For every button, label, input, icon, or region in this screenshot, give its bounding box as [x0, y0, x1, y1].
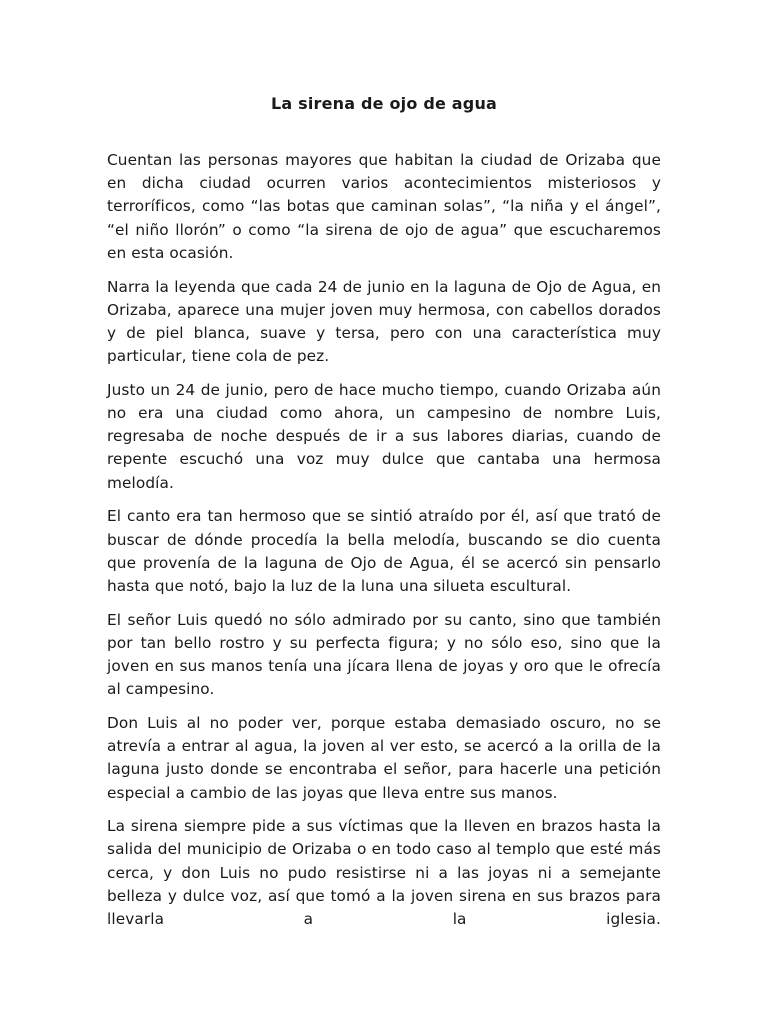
paragraph-admiration: El señor Luis quedó no sólo admirado por su canto, sino que también por tan bello rostro y su perfecta figura; y no sólo eso, sino que la joven en sus manos tenía una jícara llena de joyas y oro que le ofrecía al campesino. — [107, 610, 661, 699]
document-title: La sirena de ojo de agua — [270, 94, 498, 113]
paragraph-request: Don Luis al no poder ver, porque estaba demasiado oscuro, no se atrevía a entrar al agua, la joven al ver esto, se acercó a la orilla de la laguna justo donde se encontraba el señor, para hacerle una petición especial a cambio de las joyas que lleva entre sus manos. — [107, 713, 661, 802]
paragraph-legend: Narra la leyenda que cada 24 de junio en la laguna de Ojo de Agua, en Orizaba, aparece una mujer joven muy hermosa, con cabellos dorados y de piel blanca, suave y tersa, pero con una característica muy particular, tiene cola de pez. — [107, 277, 661, 366]
paragraph-church: La sirena siempre pide a sus víctimas que la lleven en brazos hasta la salida del municipio de Orizaba o en todo caso al templo que esté más cerca, y don Luis no pudo resistirse ni a las joyas ni a semejante belleza y dulce voz, así que tomó a la joven sirena en sus brazos para llevarla a la iglesia. — [107, 817, 661, 929]
paragraph-song: El canto era tan hermoso que se sintió atraído por él, así que trató de buscar de dónde procedía la bella melodía, buscando se dio cuenta que provenía de la laguna de Ojo de Agua, él se acercó sin pensarlo hasta que notó, bajo la luz de la luna una silueta escultural. — [107, 507, 661, 595]
document-body — [107, 149, 661, 942]
paragraph-intro: Cuentan las personas mayores que habitan la ciudad de Orizaba que en dicha ciudad ocurren varios acontecimientos misteriosos y terroríficos, como “las botas que caminan solas”, “la niña y el ángel”, “el niño llorón” o como “la sirena de ojo de agua” que escucharemos en esta ocasión. — [107, 151, 661, 262]
paragraph-luis-night: Justo un 24 de junio, pero de hace mucho tiempo, cuando Orizaba aún no era una ciudad como ahora, un campesino de nombre Luis, regresaba de noche después de ir a sus labores diarias, cuando de repente escuchó una voz muy dulce que cantaba una hermosa melodía. — [107, 380, 661, 492]
